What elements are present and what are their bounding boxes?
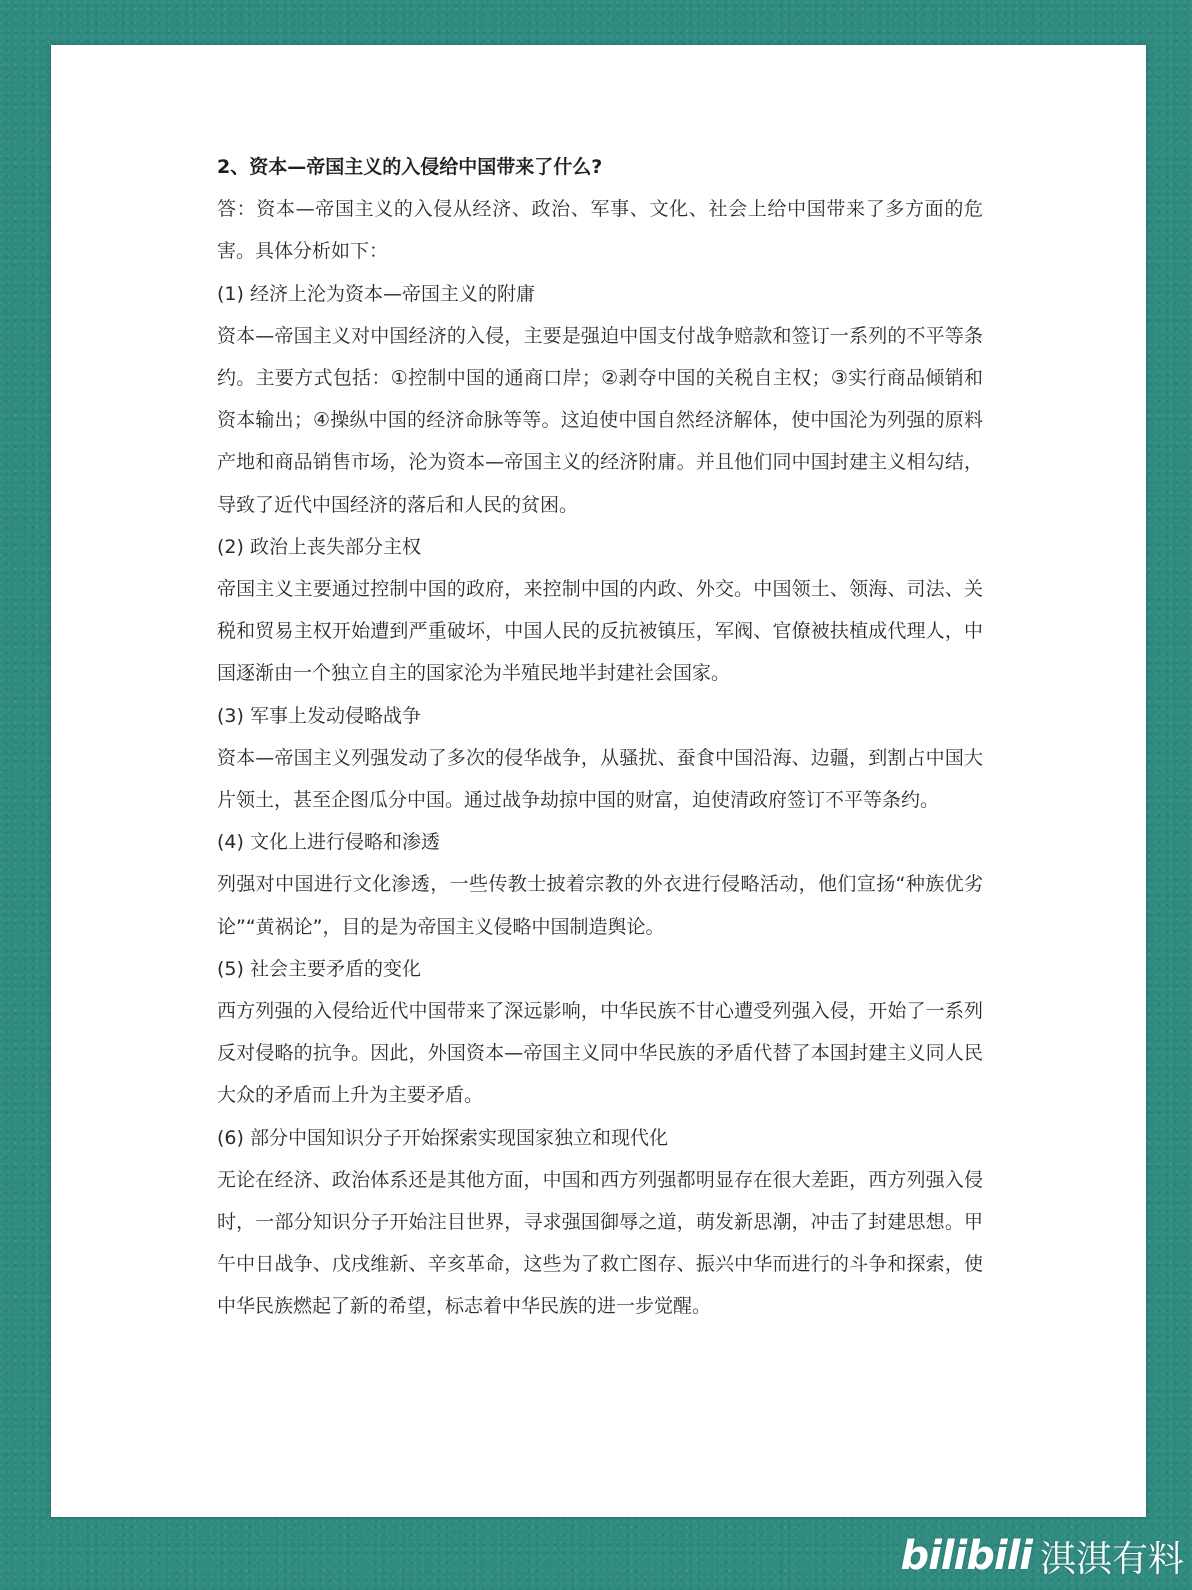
section-heading-intellectuals: (6) 部分中国知识分子开始探索实现国家独立和现代化 xyxy=(217,1126,668,1149)
section-body-society: 西方列强的入侵给近代中国带来了深远影响，中华民族不甘心遭受列强入侵，开始了一系列反对侵略的抗争。因此，外国资本—帝国主义同中华民族的矛盾代替了本国封建主义同人民大众的矛盾而上升为主要矛盾。 xyxy=(217,1000,983,1107)
section-heading-society: (5) 社会主要矛盾的变化 xyxy=(217,957,421,980)
section-body-intellectuals: 无论在经济、政治体系还是其他方面，中国和西方列强都明显存在很大差距，西方列强入侵时，一部分知识分子开始注目世界，寻求强国御辱之道，萌发新思潮，冲击了封建思想。甲午中日战争、戊戌维新、辛亥革命，这些为了救亡图存、振兴中华而进行的斗争和探索，使中华民族燃起了新的希望，标志着中华民族的进一步觉醒。 xyxy=(217,1168,983,1318)
answer-intro: 答：资本—帝国主义的入侵从经济、政治、军事、文化、社会上给中国带来了多方面的危害。具体分析如下： xyxy=(217,198,983,263)
question-title: 2、资本—帝国主义的入侵给中国带来了什么? xyxy=(217,156,603,178)
bilibili-logo: bilibili xyxy=(900,1533,1032,1579)
section-body-economy: 资本—帝国主义对中国经济的入侵，主要是强迫中国支付战争赔款和签订一系列的不平等条约。主要方式包括：①控制中国的通商口岸；②剥夺中国的关税自主权；③实行商品倾销和资本输出；④操纵中国的经济命脉等等。这迫使中国自然经济解体，使中国沦为列强的原料产地和商品销售市场，沦为资本—帝国主义的经济附庸。并且他们同中国封建主义相勾结，导致了近代中国经济的落后和人民的贫困。 xyxy=(217,324,983,516)
section-heading-economy: (1) 经济上沦为资本—帝国主义的附庸 xyxy=(217,282,535,305)
watermark-author-name: 淇淇有料 xyxy=(1039,1538,1184,1580)
section-body-politics: 帝国主义主要通过控制中国的政府，来控制中国的内政、外交。中国领土、领海、司法、关税和贸易主权开始遭到严重破坏，中国人民的反抗被镇压，军阀、官僚被扶植成代理人，中国逐渐由一个独立自主的国家沦为半殖民地半封建社会国家。 xyxy=(217,578,983,685)
document-content xyxy=(217,146,983,1328)
section-body-military: 资本—帝国主义列强发动了多次的侵华战争，从骚扰、蚕食中国沿海、边疆，到割占中国大片领土，甚至企图瓜分中国。通过战争劫掠中国的财富，迫使清政府签订不平等条约。 xyxy=(217,746,983,812)
section-body-culture: 列强对中国进行文化渗透，一些传教士披着宗教的外衣进行侵略活动，他们宣扬“种族优劣论”“黄祸论”，目的是为帝国主义侵略中国制造舆论。 xyxy=(217,873,983,938)
watermark xyxy=(900,1526,1184,1586)
section-heading-military: (3) 军事上发动侵略战争 xyxy=(217,704,421,727)
section-heading-politics: (2) 政治上丧失部分主权 xyxy=(217,535,421,558)
section-heading-culture: (4) 文化上进行侵略和渗透 xyxy=(217,831,440,854)
